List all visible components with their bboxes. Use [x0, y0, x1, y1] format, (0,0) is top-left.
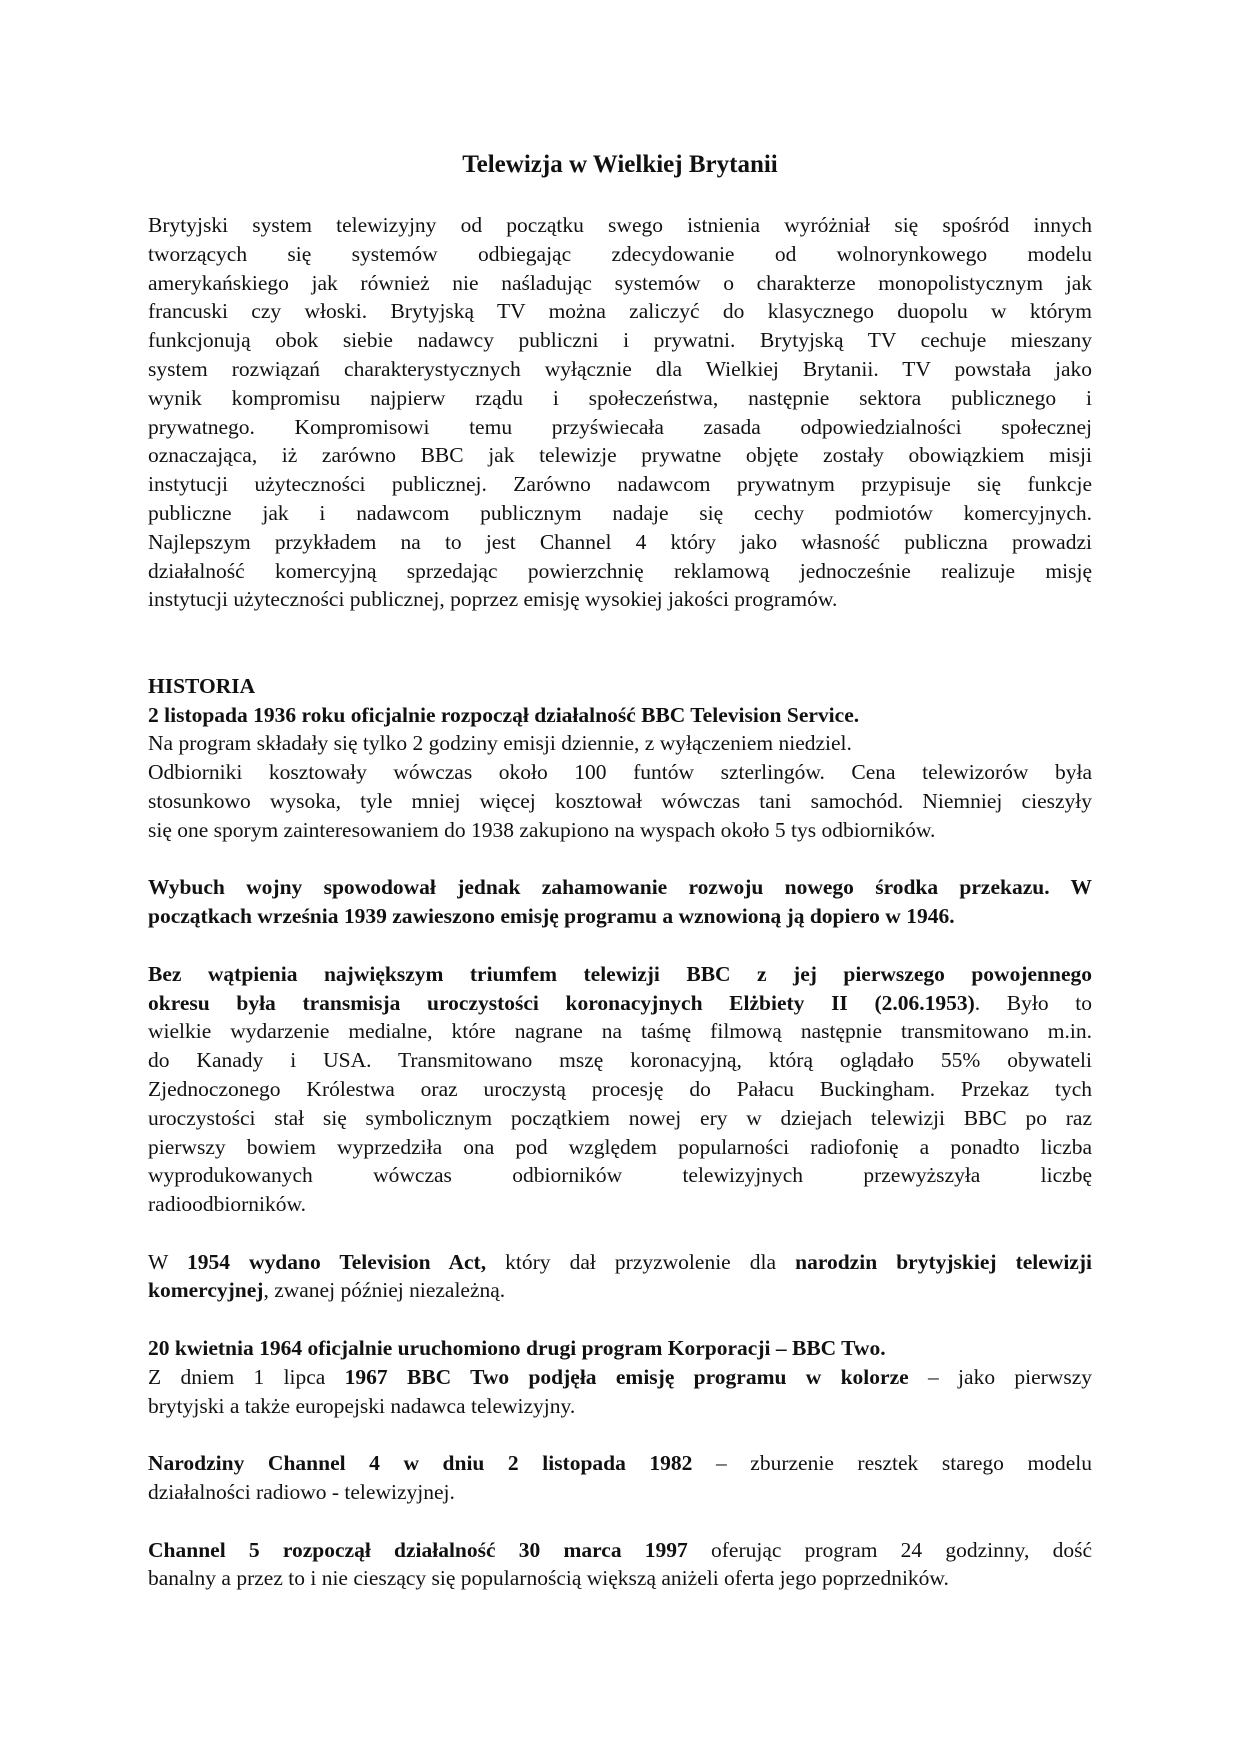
text-line: [148, 470, 1092, 499]
text-run: instytucji użyteczności publicznej, poprzez emisję wysokiej jakości programów.: [148, 587, 838, 612]
text-run: brytyjski a także europejski nadawca telewizyjny.: [148, 1393, 576, 1418]
text-run: Najlepszym przykładem na to jest Channel 4 który jako własność publiczna prowadzi: [148, 529, 1092, 554]
paragraph-colour: [148, 1363, 1092, 1421]
text-line: [148, 1075, 1092, 1104]
text-run: działalności radiowo - telewizyjnej.: [148, 1480, 455, 1505]
bold-text-run: Wybuch wojny spowodował jednak zahamowanie rozwoju nowego środka przekazu. W: [148, 875, 1092, 900]
text-line: [148, 816, 1092, 845]
text-run: system rozwiązań charakterystycznych wyłącznie dla Wielkiej Brytanii. TV powstała jako: [148, 356, 1092, 381]
text-run: funkcjonują obok siebie nadawcy publiczni i prywatni. Brytyjską TV cechuje mieszany: [148, 328, 1092, 353]
text-line: [148, 672, 1092, 701]
bold-text-run: HISTORIA: [148, 673, 256, 698]
text-line: [148, 701, 1092, 730]
text-line: [148, 269, 1092, 298]
text-run: Brytyjski system telewizyjny od początku swego istnienia wyróżniał się spośród innych: [148, 213, 1092, 237]
text-line: [148, 989, 1092, 1018]
text-run: uroczystości stał się symbolicznym początkiem nowej ery w dziejach telewizji BBC po raz: [148, 1105, 1092, 1130]
text-run: Zjednoczonego Królestwa oraz uroczystą procesję do Pałacu Buckingham. Przekaz tych: [148, 1076, 1092, 1101]
paragraph-coronation: [148, 960, 1092, 1219]
text-run: – zburzenie resztek starego modelu: [692, 1451, 1092, 1476]
text-line: [148, 1363, 1092, 1392]
text-run: Z dniem 1 lipca: [148, 1364, 345, 1389]
text-run: W: [148, 1249, 187, 1274]
text-line: [148, 1104, 1092, 1133]
text-run: instytucji użyteczności publicznej. Zarówno nadawcom prywatnym przypisuje się funkcje: [148, 472, 1092, 497]
text-line: [148, 873, 1092, 902]
bold-text-run: narodzin brytyjskiej telewizji: [795, 1249, 1092, 1274]
intro-paragraph: [148, 211, 1092, 614]
text-line: [148, 240, 1092, 269]
bold-text-run: 2 listopada 1936 roku oficjalnie rozpoczął działalność BBC Television Service.: [148, 702, 860, 727]
bold-text-run: początkach września 1939 zawieszono emisję programu a wznowioną ją dopiero w 1946.: [148, 904, 955, 929]
text-run: wynik kompromisu najpierw rządu i społeczeństwa, następnie sektora publicznego i: [148, 385, 1092, 410]
text-run: się one sporym zainteresowaniem do 1938 zakupiono na wyspach około 5 tys odbiorników.: [148, 817, 936, 842]
text-line: [148, 1536, 1092, 1565]
paragraph-television-act: [148, 1248, 1092, 1306]
text-line: [148, 1564, 1092, 1593]
text-line: [148, 758, 1092, 787]
bold-text-run: Bez wątpienia największym triumfem telewizji BBC z jej pierwszego powojennego: [148, 961, 1092, 986]
paragraph-bbc-two: [148, 1334, 1092, 1363]
text-line: [148, 326, 1092, 355]
text-line: [148, 960, 1092, 989]
bold-text-run: 1967 BBC Two podjęła emisję programu w kolorze: [344, 1364, 909, 1389]
text-run: Odbiorniki kosztowały wówczas około 100 funtów szterlingów. Cena telewizorów była: [148, 760, 1092, 785]
text-line: [148, 499, 1092, 528]
text-line: [148, 297, 1092, 326]
text-run: banalny a przez to i nie cieszący się popularnością większą aniżeli oferta jego poprzedników.: [148, 1566, 949, 1591]
text-run: wyprodukowanych wówczas odbiorników telewizyjnych przewyższyła liczbę: [148, 1163, 1092, 1188]
bold-text-run: Channel 5 rozpoczął działalność 30 marca 1997: [148, 1537, 688, 1562]
text-run: stosunkowo wysoka, tyle mniej więcej kosztował wówczas tani samochód. Niemniej cieszyły: [148, 788, 1092, 813]
text-line: [148, 211, 1092, 240]
paragraph-war: [148, 873, 1092, 931]
text-line: [148, 1133, 1092, 1162]
paragraph-bbc-launch: [148, 701, 1092, 730]
text-line: [148, 1017, 1092, 1046]
text-line: [148, 1276, 1092, 1305]
text-line: [148, 441, 1092, 470]
text-line: [148, 1190, 1092, 1219]
text-line: [148, 384, 1092, 413]
text-run: wielkie wydarzenie medialne, które nagrane na taśmę filmową następnie transmitowano m.in.: [148, 1019, 1092, 1044]
bold-text-run: 20 kwietnia 1964 oficjalnie uruchomiono drugi program Korporacji – BBC Two.: [148, 1336, 886, 1361]
text-line: [148, 902, 1092, 931]
bold-text-run: komercyjnej: [148, 1278, 264, 1303]
text-line: [148, 1449, 1092, 1478]
bold-text-run: okresu była transmisja uroczystości koronacyjnych Elżbiety II (2.06.1953): [148, 990, 975, 1015]
text-line: [148, 729, 1092, 758]
text-line: [148, 528, 1092, 557]
text-run: radioodbiorników.: [148, 1192, 307, 1217]
text-run: Na program składały się tylko 2 godziny emisji dziennie, z wyłączeniem niedziel.: [148, 731, 852, 756]
text-run: francuski czy włoski. Brytyjską TV można zaliczyć do klasycznego duopolu w którym: [148, 299, 1092, 324]
text-run: tworzących się systemów odbiegając zdecydowanie od wolnorynkowego modelu: [148, 241, 1092, 266]
document-title: Telewizja w Wielkiej Brytanii: [462, 151, 778, 178]
text-run: publiczne jak i nadawcom publicznym nadaje się cechy podmiotów komercyjnych.: [148, 500, 1092, 525]
text-run: do Kanady i USA. Transmitowano mszę koronacyjną, którą oglądało 55% obywateli: [148, 1048, 1092, 1073]
section-heading-historia: [148, 672, 1092, 701]
text-line: [148, 1392, 1092, 1421]
text-run: , zwanej później niezależną.: [263, 1278, 506, 1303]
paragraph-channel-5: [148, 1536, 1092, 1594]
text-run: pierwszy bowiem wyprzedziła ona pod względem popularności radiofonię a ponadto liczba: [148, 1134, 1092, 1159]
text-run: który dał przyzwolenie dla: [486, 1249, 796, 1274]
text-line: [148, 1248, 1092, 1277]
text-line: [148, 1334, 1092, 1363]
paragraph-channel-4: [148, 1449, 1092, 1507]
paragraph-receivers: [148, 758, 1092, 844]
paragraph-program-hours: [148, 729, 1092, 758]
text-line: [148, 1161, 1092, 1190]
text-run: amerykańskiego jak również nie naśladując systemów o charakterze monopolistycznym jak: [148, 270, 1092, 295]
text-run: działalność komercyjną sprzedając powierzchnię reklamową jednocześnie realizuje misję: [148, 558, 1092, 583]
text-line: [148, 787, 1092, 816]
text-run: prywatnego. Kompromisowi temu przyświecała zasada odpowiedzialności społecznej: [148, 414, 1092, 439]
text-run: oferując program 24 godzinny, dość: [687, 1537, 1092, 1562]
bold-text-run: 1954 wydano Television Act,: [186, 1249, 487, 1274]
text-line: [148, 355, 1092, 384]
text-line: [148, 413, 1092, 442]
text-run: oznaczająca, iż zarówno BBC jak telewizje prywatne objęte zostały obowiązkiem misji: [148, 443, 1092, 468]
text-line: [148, 557, 1092, 586]
text-line: [148, 585, 1092, 614]
text-run: – jako pierwszy: [908, 1364, 1092, 1389]
document-body: [148, 211, 1092, 1593]
text-line: [148, 1046, 1092, 1075]
bold-text-run: Narodziny Channel 4 w dniu 2 listopada 1982: [148, 1451, 693, 1476]
text-run: . Było to: [974, 990, 1092, 1015]
text-line: [148, 1478, 1092, 1507]
